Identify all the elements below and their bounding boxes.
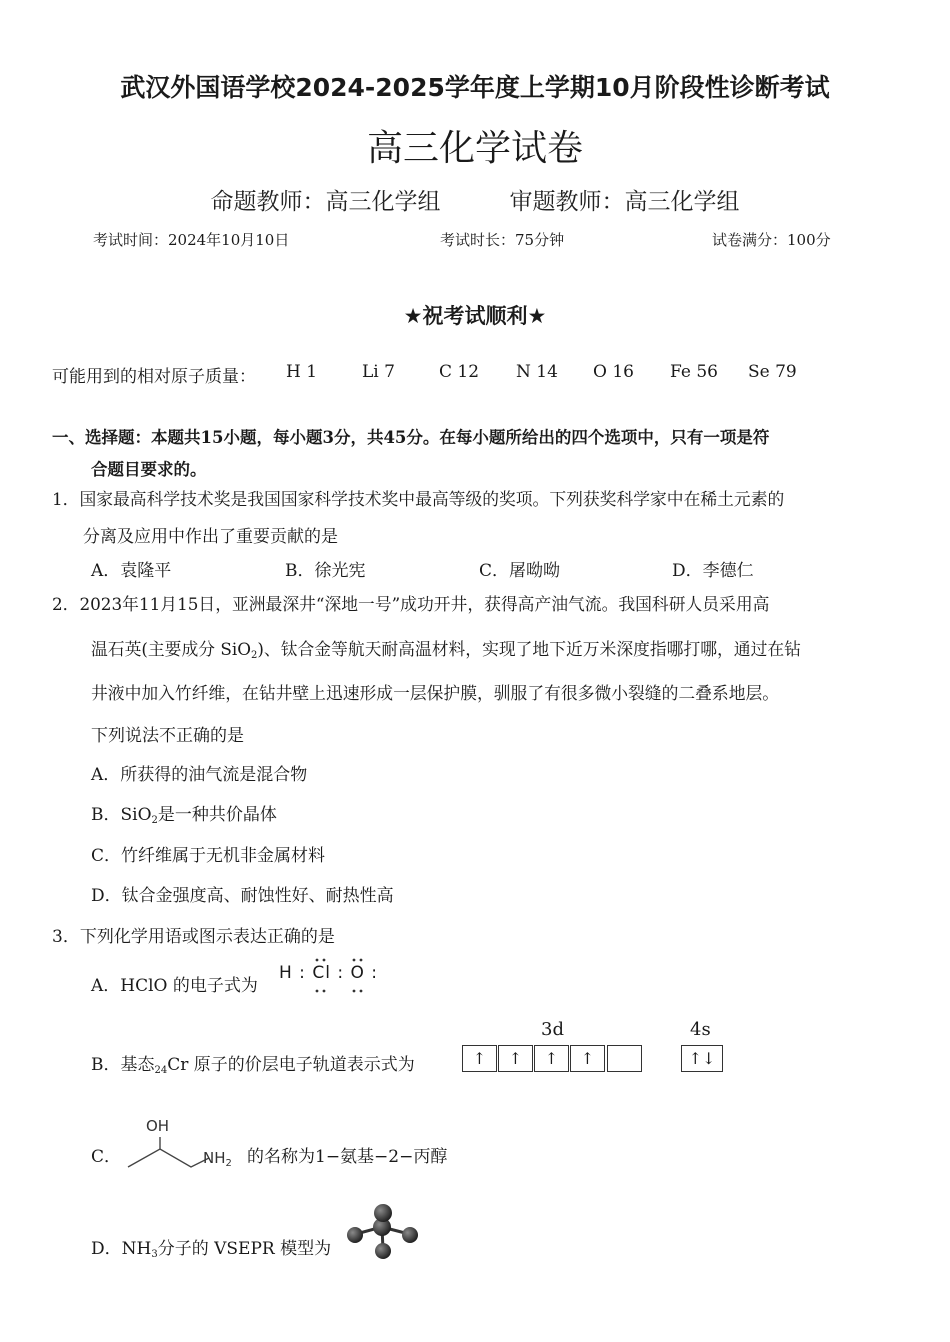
q1-option-b: B．徐光宪 (285, 561, 366, 581)
exam-title: 武汉外国语学校2024-2025学年度上学期10月阶段性诊断考试 (120, 73, 830, 102)
atomic-mass-c: C 12 (439, 362, 480, 382)
q3-stem: 3．下列化学用语或图示表达正确的是 (52, 927, 335, 947)
hydroxyl-label: OH (146, 1117, 170, 1135)
atomic-mass-se: Se 79 (748, 362, 797, 382)
hclo-electron-formula: H : Cl : O : (279, 963, 378, 983)
section1-instructions-cont: 合题目要求的。 (91, 460, 207, 479)
atomic-mass-n: N 14 (516, 362, 558, 382)
lone-pair-dots (276, 953, 386, 998)
q3-option-d: D．$NH_3$分子的 VSEPR 模型为 (91, 1239, 332, 1260)
section1-instructions: 一、选择题：本题共15小题，每小题3分，共45分。在每小题所给出的四个选项中，只有一项是符 (52, 428, 770, 447)
q2-question: 下列说法不正确的是 (91, 726, 244, 746)
q2-stem-line2: 温石英(主要成分 SiO$_2$)、钛合金等航天耐高温材料，实现了地下近万米深度指哪打哪，通过在钻 (91, 639, 801, 661)
q2-stem: 2．2023年11月15日，亚洲最深井“深地一号”成功开井，获得高产油气流。我国科研人员采用高 (52, 594, 770, 614)
q1-stem-cont: 分离及应用中作出了重要贡献的是 (83, 527, 338, 547)
q2-option-d: D．钛合金强度高、耐蚀性好、耐热性高 (91, 886, 394, 906)
q1-option-d: D．李德仁 (672, 561, 754, 581)
q3-option-c-label: C． (91, 1147, 122, 1167)
q2-stem-line3: 井液中加入竹纤维，在钻井壁上迅速形成一层保护膜，驯服了有很多微小裂缝的二叠系地层。 (91, 683, 780, 703)
orbital-3d-box: ↑ (462, 1045, 497, 1072)
vsepr-ball-stick-model (343, 1198, 427, 1262)
q1-option-c: C．屠呦呦 (479, 561, 561, 581)
atomic-mass-o: O 16 (593, 362, 634, 382)
exam-duration: 考试时长：75分钟 (440, 231, 565, 249)
full-score: 试卷满分：100分 (712, 231, 831, 249)
orbital-4s-label: 4s (690, 1019, 711, 1040)
atomic-mass-li: Li 7 (362, 362, 395, 382)
atomic-mass-fe: Fe 56 (670, 362, 718, 382)
amino-label: $NH_2$ (203, 1149, 232, 1169)
q2-option-a: A．所获得的油气流是混合物 (91, 765, 308, 785)
orbital-3d-box (607, 1045, 642, 1072)
paper-title: 高三化学试卷 (366, 128, 583, 169)
orbital-3d-box: ↑ (498, 1045, 533, 1072)
orbital-3d-label: 3d (541, 1019, 564, 1040)
teachers-line: 命题教师：高三化学组 审题教师：高三化学组 (210, 189, 740, 215)
orbital-3d-box: ↑ (534, 1045, 569, 1072)
atomic-mass-label: 可能用到的相对原子质量： (52, 367, 256, 387)
orbital-4s-box: ↑↓ (681, 1045, 723, 1072)
exam-date: 考试时间：2024年10月10日 (93, 231, 290, 249)
q2-option-c: C．竹纤维属于无机非金属材料 (91, 846, 326, 866)
q3-option-c: 的名称为1−氨基−2−丙醇 (247, 1147, 448, 1167)
q2-option-b: B．SiO$_2$是一种共价晶体 (91, 805, 277, 826)
atomic-mass-h: H 1 (286, 362, 318, 382)
orbital-3d-box: ↑ (570, 1045, 605, 1072)
good-luck-banner: ★祝考试顺利★ (403, 304, 547, 328)
q1-stem: 1．国家最高科学技术奖是我国国家科学技术奖中最高等级的奖项。下列获奖科学家中在稀土元素的 (52, 489, 785, 509)
q3-option-a: A．HClO 的电子式为 (91, 976, 258, 996)
q3-option-b: B．基态24Cr 原子的价层电子轨道表示式为 (91, 1055, 415, 1076)
q1-option-a: A．袁隆平 (91, 561, 172, 581)
